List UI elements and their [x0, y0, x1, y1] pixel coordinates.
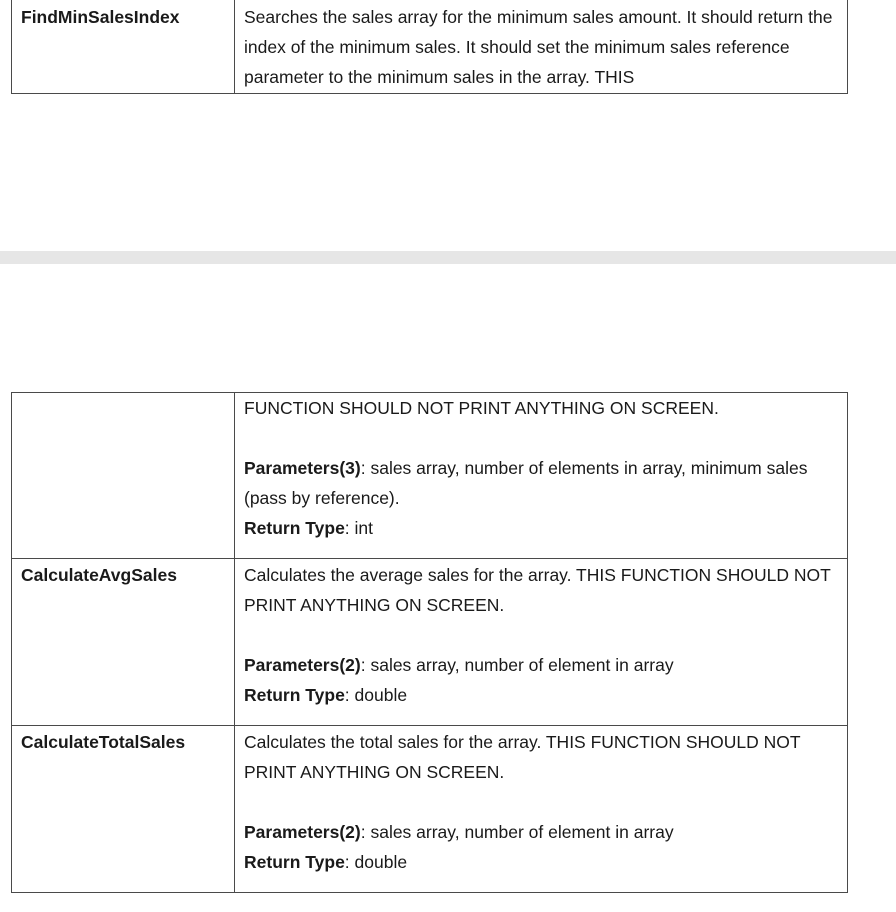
paragraph-spacer — [244, 423, 839, 453]
function-table-top — [11, 0, 848, 94]
paragraph-spacer — [244, 620, 839, 650]
function-description: FUNCTION SHOULD NOT PRINT ANYTHING ON SCREEN. — [244, 398, 719, 418]
function-name-cell — [12, 726, 235, 893]
return-type-label: Return Type — [244, 685, 345, 705]
parameters-label: Parameters(3) — [244, 458, 361, 478]
table-row-calculate-avg-sales — [12, 559, 848, 726]
return-type-text: : double — [344, 685, 408, 705]
table-row-find-min-sales-continued — [12, 393, 848, 559]
parameters-line — [244, 453, 839, 513]
function-description: Calculates the total sales for the array. THIS FUNCTION SHOULD NOT PRINT ANYTHING ON SCREEN. — [244, 732, 801, 782]
parameters-text: : sales array, number of element in array — [360, 655, 674, 675]
return-type-label: Return Type — [244, 518, 345, 538]
return-type-label: Return Type — [244, 852, 345, 872]
return-type-text: : int — [344, 518, 374, 538]
return-type-line — [244, 680, 839, 710]
function-description-cell — [235, 559, 848, 726]
return-type-line — [244, 513, 839, 543]
page-fragment-top — [0, 0, 896, 251]
function-description-cell — [235, 0, 848, 94]
function-table-bottom — [11, 392, 848, 893]
function-name: FindMinSalesIndex — [21, 7, 180, 27]
function-description: Calculates the average sales for the array. THIS FUNCTION SHOULD NOT PRINT ANYTHING ON SCREEN. — [244, 565, 831, 615]
parameters-label: Parameters(2) — [244, 822, 361, 842]
function-description: Searches the sales array for the minimum sales amount. It should return the index of the minimum sales. It should set the minimum sales reference parameter to the minimum sales in the array. THIS — [244, 7, 833, 87]
page-separator — [0, 251, 896, 264]
function-description-cell — [235, 726, 848, 893]
function-name-cell — [12, 0, 235, 94]
parameters-text: : sales array, number of elements in array, minimum sales (pass by reference). — [244, 458, 808, 508]
parameters-text: : sales array, number of element in array — [360, 822, 674, 842]
return-type-line — [244, 847, 839, 877]
parameters-label: Parameters(2) — [244, 655, 361, 675]
table-row-find-min-sales — [12, 0, 848, 94]
function-name-cell — [12, 559, 235, 726]
function-description-cell — [235, 393, 848, 559]
function-name-cell — [12, 393, 235, 559]
function-name: CalculateTotalSales — [21, 732, 186, 752]
page-fragment-bottom — [0, 264, 896, 912]
function-name: CalculateAvgSales — [21, 565, 177, 585]
paragraph-spacer — [244, 787, 839, 817]
parameters-line — [244, 817, 839, 847]
table-row-calculate-total-sales — [12, 726, 848, 893]
return-type-text: : double — [344, 852, 408, 872]
parameters-line — [244, 650, 839, 680]
